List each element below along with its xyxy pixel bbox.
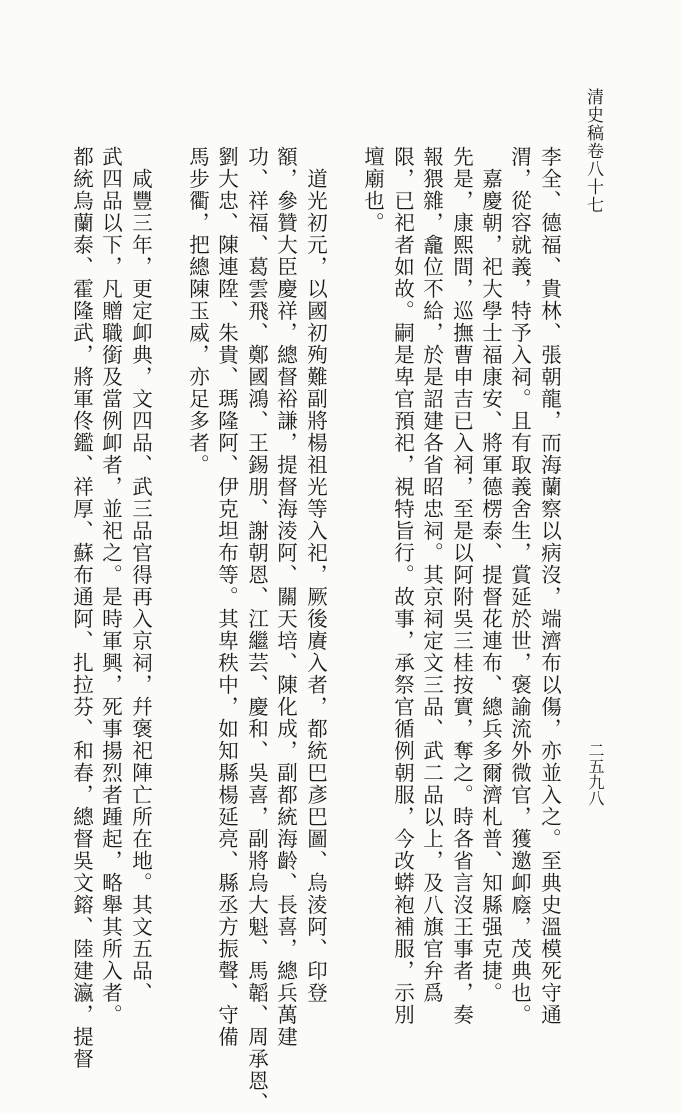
text-column-7: 壇廟也。: [360, 146, 385, 234]
text-column-6: 限，已祀者如故。嗣是卑官預祀，視特旨行。故事，承祭官循例朝服，今改蟒袍補服，示別: [390, 146, 415, 1026]
text-column-9: 額，參贊大臣慶祥，總督裕謙，提督海淩阿、關天培、陳化成，副都統海齡、長喜，總兵萬建: [273, 146, 298, 1048]
text-column-8: 道光初元，以國初殉難副將楊祖光等入祀，厥後賡入者，都統巴彥巴圖、烏淩阿、印登: [303, 146, 328, 1004]
text-column-5: 報猥雜，龕位不給，於是詔建各省昭忠祠。其京祠定文三品、武二品以上，及八旗官弁爲: [419, 146, 444, 1004]
text-column-1: 李全、德福、貴林、張朝龍，而海蘭察以病沒，端濟布以傷，亦並入之。至典史溫模死守通: [537, 146, 562, 1026]
page-number: 二五九八: [586, 742, 605, 806]
text-column-11: 劉大忠、陳連陞、朱貴、瑪隆阿、伊克坦布等。其卑秩中，如知縣楊延亮、縣丞方振聲、守備: [214, 146, 239, 1048]
text-column-2: 渭，從容就義，特予入祠。且有取義舍生，賞延於世，褒諭流外微官，獲邀卹廕，茂典也。: [507, 146, 532, 1026]
text-column-14: 武四品以下，凡贈職銜及當例卹者，並祀之。是時軍興，死事揚烈者踵起，略舉其所入者。: [98, 146, 123, 1026]
text-column-13: 咸豐三年，更定卹典，文四品、武三品官得再入京祠，幷褒祀陣亡所在地。其文五品、: [128, 146, 153, 1004]
text-column-10: 功、祥福、葛雲飛、鄭國鴻、王錫朋、謝朝恩、江繼芸、慶和、吳喜，副將烏大魁、馬韜、周承恩、: [244, 146, 269, 1114]
text-column-3: 嘉慶朝，祀大學士福康安、將軍德楞泰、提督花連布、總兵多爾濟札普、知縣强克捷。: [478, 146, 503, 1004]
text-column-4: 先是，康熙間，巡撫曹申吉已入祠，至是以阿附吳三桂按實，奪之。時各省言沒王事者，奏: [449, 146, 474, 1026]
text-column-15: 都統烏蘭泰、霍隆武，將軍佟鑑、祥厚、蘇布通阿、扎拉芬、和春，總督吳文鎔、陸建瀛，提督: [69, 146, 94, 1070]
running-title: 清史稿卷八十七: [583, 88, 603, 214]
text-column-12: 馬步衢，把總陳玉威，亦足多者。: [185, 146, 210, 476]
